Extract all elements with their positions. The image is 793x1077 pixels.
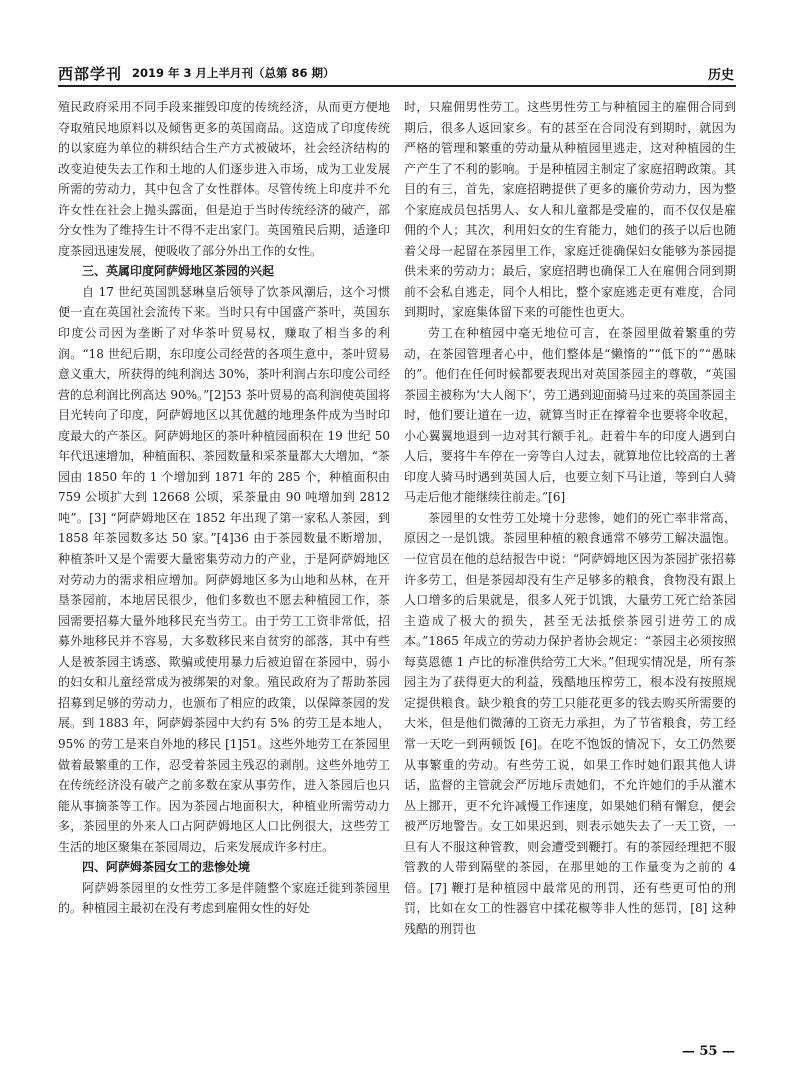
page-number: — 55 — <box>681 1044 735 1059</box>
paragraph: 自 17 世纪英国凯瑟琳皇后领导了饮茶风潮后，这个习惯便一直在英国社会流传下来。当时只有中国盛产茶叶，英国东印度公司因为垄断了对华茶叶贸易权，赚取了相当多的利润。“18 世纪后期，东印度公司经营的各项生意中，茶叶贸易意义重大，所获得的纯利润达 30%，茶叶利润占东印度公司经营的总利润比例高达 90%。”[2]53 茶叶贸易的高利润使英国将目光转向了印度，阿萨姆地区以其优越的地理条件成为当时印度最大的产茶区。阿萨姆地区的茶叶种植园面积在 19 世纪 50 年代迅速增加，种植面积、茶园数量和采茶量都大大增加，“茶园由 1850 年的 1 个增加到 1871 年的 285 个，种植面积由 759 公顷扩大到 12668 公顷，采茶量由 90 吨增加到 2812 吨”。[3] “阿萨姆地区在 1852 年出现了第一家私人茶园，到 1858 年茶园数多达 50 家。”[4]36 由于茶园数量不断增加，种植茶叶又是个需要大量密集劳动力的产业，于是阿萨姆地区对劳动力的需求相应增加。阿萨姆地区多为山地和丛林，在开垦茶园前，本地居民很少，他们多数也不愿去种植园工作，茶园需要招募大量外地移民充当劳工。由于劳工工资非常低，招募外地移民并不容易，大多数移民来自贫穷的部落，其中有些人是被茶园主诱惑、欺骗或使用暴力后被迫留在茶园中，弱小的妇女和儿童经常成为被绑架的对象。殖民政府为了帮助茶园招募到足够的劳动力，也颁布了相应的政策，以保障茶园的发展。到 1883 年，阿萨姆茶园中大约有 5% 的劳工是本地人，95% 的劳工是来自外地的移民 [1]51。这些外地劳工在茶园里做着最繁重的工作，忍受着茶园主残忍的剥削。这些外地劳工在传统经济没有破产之前多数在家从事劳作，进入茶园后也只能从事摘茶等工作。因为茶园占地面积大，种植业所需劳动力多，茶园里的外来人口占阿萨姆地区人口比例很大，这些劳工生活的地区聚集在茶园周边，后来发展成许多村庄。 <box>58 284 390 854</box>
paragraph: 劳工在种植园中毫无地位可言，在茶园里做着繁重的劳动，在茶园管理者心中，他们整体是“懒惰的”“低下的”“愚昧的”。他们在任何时候都要表现出对英国茶园主的尊敬，“英国茶园主被称为‘大人阁下’，劳工遇到迎面骑马过来的英国茶园主时，他们要让道在一边，就算当时正在撑着伞也要将伞收起，小心翼翼地退到一边对其行额手礼。赶着牛车的印度人遇到白人后，要将牛车停在一旁等白人过去，就算地位比较高的土著印度人骑马时遇到英国人后，也要立刻下马让道，等到白人骑马走后他才能继续往前走。”[6] <box>404 326 736 505</box>
left-column <box>58 97 390 1042</box>
page-header <box>58 62 736 84</box>
paragraph: 茶园里的女性劳工处境十分悲惨，她们的死亡率非常高，原因之一是饥饿。茶园里种植的粮食通常不够劳工解决温饱。一位官员在他的总结报告中说：“阿萨姆地区因为茶园扩张招募许多劳工，但是茶园却没有生产足够多的粮食，食物没有跟上人口增多的后果就是，很多人死于饥饿，大量劳工死亡给茶园主造成了极大的损失，甚至无法抵偿茶园引进劳工的成本。”1865 年成立的劳动力保护者协会规定：“茶园主必须按照每莫恩德 1 卢比的标准供给劳工大米。”但现实情况是，所有茶园主为了获得更大的利益，残酷地压榨劳工，根本没有按照规定提供粮食。缺少粮食的劳工只能花更多的钱去购买所需要的大米，但是他们微薄的工资无力承担，为了节省粮食，劳工经常一天吃一到两顿饭 [6]。在吃不饱饭的情况下，女工仍然要从事繁重的劳动。有些劳工说，如果工作时她们跟其他人讲话，监督的主管就会严厉地斥责她们，不允许她们的手从灌木丛上挪开，更不允许减慢工作速度，如果她们稍有懈怠，便会被严厉地警告。女工如果迟到，则表示她失去了一天工资，一旦有人不服这种管教，则会遭受到鞭打。有的茶园经理把不服管教的人带到隔壁的茶园，在那里她的工作量变为之前的 4 倍。[7] 鞭打是种植园中最常见的刑罚，还有些更可怕的刑罚，比如在女工的性器官中揉花椒等非人性的惩罚，[8] 这种残酷的刑罚也 <box>404 510 736 936</box>
section-heading: 四、阿萨姆茶园女工的悲惨处境 <box>82 860 251 875</box>
right-column <box>404 97 736 1042</box>
paragraph: 时，只雇佣男性劳工。这些男性劳工与种植园主的雇佣合同到期后，很多人返回家乡。有的甚至在合同没有到期时，就因为严格的管理和繁重的劳动量从种植园里逃走，这对种植园的生产产生了不利的影响。于是种植园主制定了家庭招聘政策。其目的有三，首先，家庭招聘提供了更多的廉价劳动力，因为整个家庭成员包括男人、女人和儿童都是受雇的，而不仅仅是雇佣的个人；其次，利用妇女的生育能力，她们的孩子以后也随着父母一起留在茶园里工作，家庭迁徙确保妇女能够为茶园提供未来的劳动力；最后，家庭招聘也确保工人在雇佣合同到期前不会私自逃走，同个人相比，整个家庭逃走更有难度，合同到期时，家庭集体留下来的可能性也更大。 <box>404 100 736 320</box>
journal-logo: 西部学刊 <box>58 65 123 83</box>
section-heading: 三、英属印度阿萨姆地区茶园的兴起 <box>82 264 275 279</box>
paragraph: 阿萨姆茶园里的女性劳工多是伴随整个家庭迁徙到茶园里的。种植园主最初在没有考虑到雇佣女性的好处 <box>58 880 390 916</box>
issue-info: 2019 年 3 月上半月刊（总第 86 期） <box>132 66 335 80</box>
section-label: 历史 <box>707 68 734 83</box>
header-rule <box>58 85 736 87</box>
paragraph: 殖民政府采用不同手段来摧毁印度的传统经济，从而更方便地夺取殖民地原料以及倾售更多的英国商品。这造成了印度传统的以家庭为单位的耕织结合生产方式被破坏，社会经济结构的改变迫使失去工作和土地的人们逐步进入市场，成为工业发展所需的劳动力，其中包含了女性群体。尽管传统上印度并不允许女性在社会上抛头露面，但是迫于当时传统经济的破产，部分女性为了维持生计不得不走出家门。英国殖民后期，适逢印度茶园迅速发展，便吸收了部分外出工作的女性。 <box>58 100 390 258</box>
